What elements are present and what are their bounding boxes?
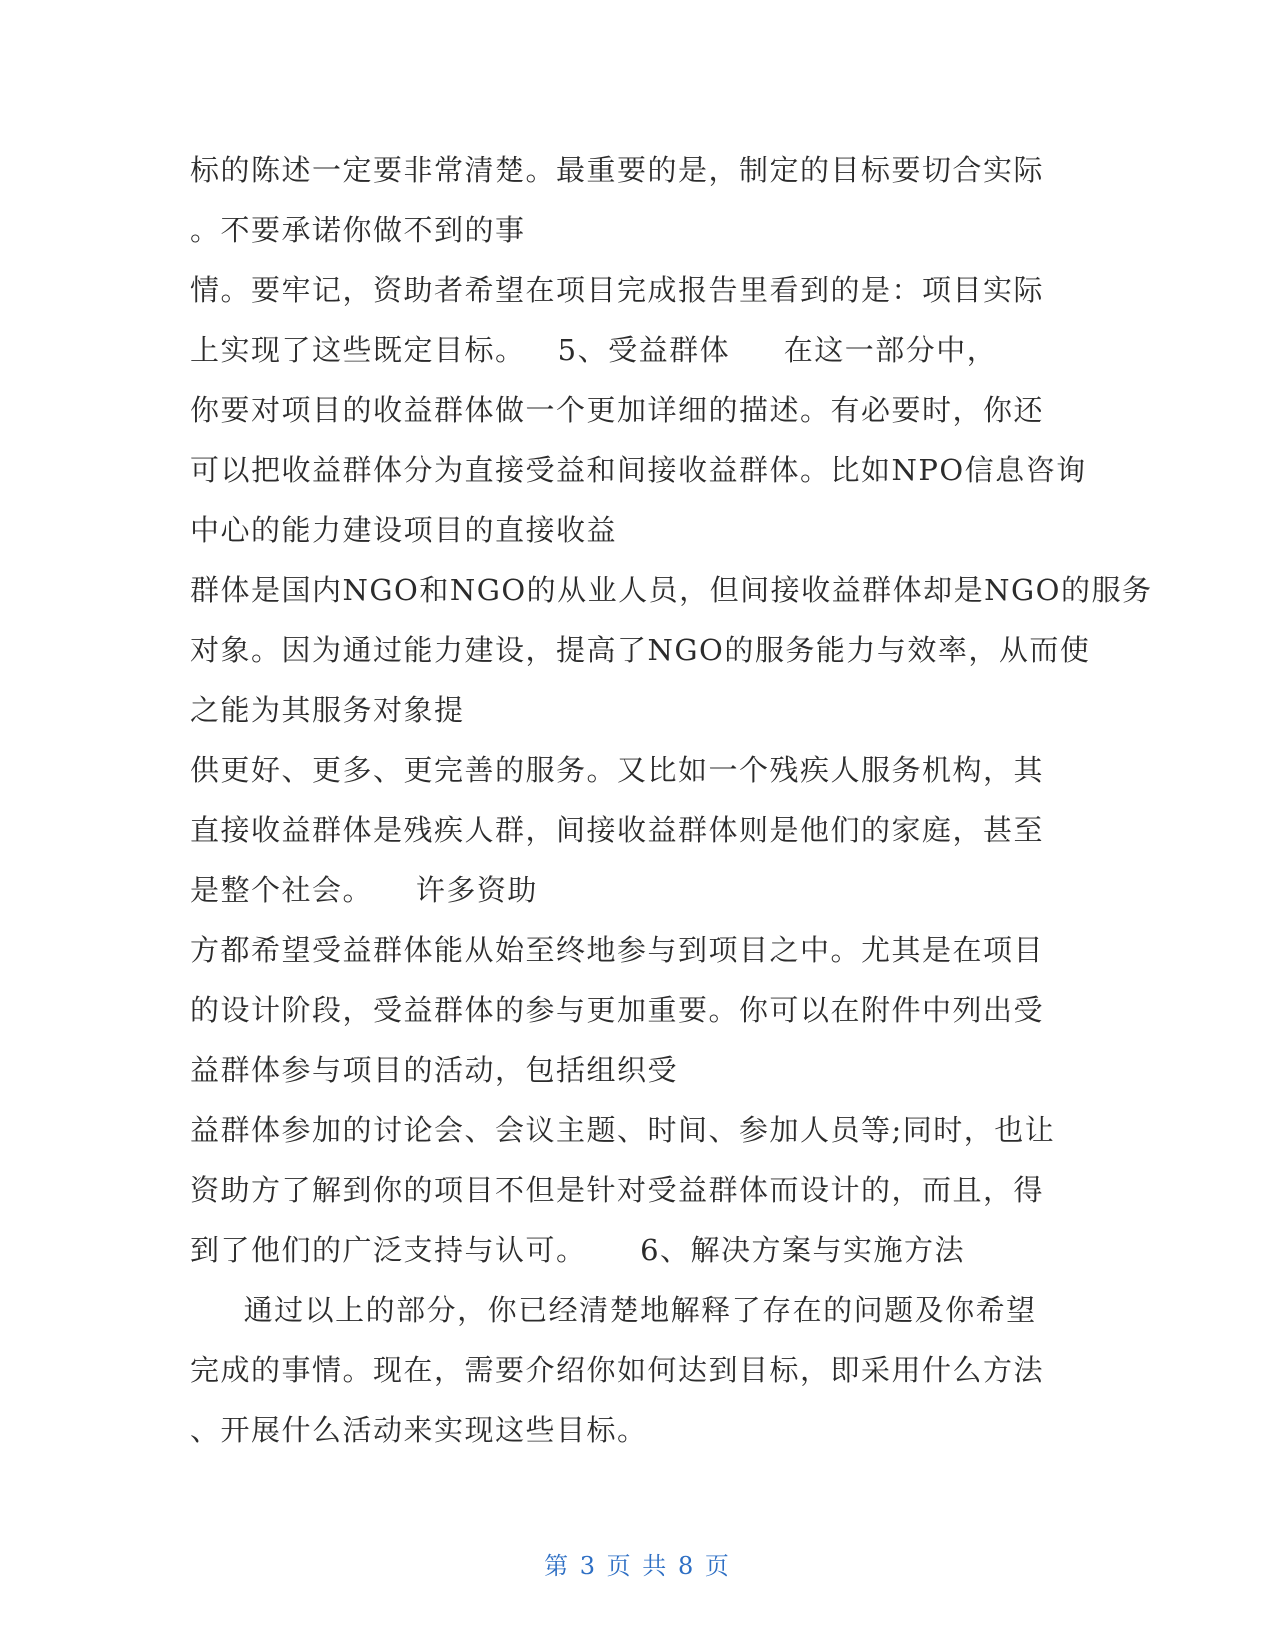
text-line: 完成的事情。现在，需要介绍你如何达到目标，即采用什么方法: [190, 1353, 1045, 1387]
text-line: 通过以上的部分，你已经清楚地解释了存在的问题及你希望: [190, 1293, 1037, 1327]
text-line: 益群体参加的讨论会、会议主题、时间、参加人员等;同时，也让: [190, 1113, 1056, 1147]
text-line: 你要对项目的收益群体做一个更加详细的描述。有必要时，你还: [190, 393, 1045, 427]
text-line: 标的陈述一定要非常清楚。最重要的是，制定的目标要切合实际: [190, 153, 1045, 187]
text-line: 益群体参与项目的活动，包括组织受: [190, 1053, 679, 1087]
text-line: 群体是国内NGO和NGO的从业人员，但间接收益群体却是NGO的服务: [190, 573, 1153, 607]
text-line: 的设计阶段，受益群体的参与更加重要。你可以在附件中列出受: [190, 993, 1045, 1027]
text-line: 、开展什么活动来实现这些目标。: [190, 1413, 648, 1447]
text-line: 中心的能力建设项目的直接收益: [190, 513, 618, 547]
text-line: 是整个社会。 许多资助: [190, 873, 538, 907]
page-number-footer: 第 3 页 共 8 页: [544, 1552, 731, 1580]
text-line: 之能为其服务对象提: [190, 693, 465, 727]
text-line: 方都希望受益群体能从始至终地参与到项目之中。尤其是在项目: [190, 933, 1045, 967]
text-line: 对象。因为通过能力建设，提高了NGO的服务能力与效率，从而使: [190, 633, 1091, 667]
body-text: [190, 140, 1153, 1460]
text-line: 上实现了这些既定目标。 5、受益群体 在这一部分中，: [190, 333, 998, 367]
text-line: 情。要牢记，资助者希望在项目完成报告里看到的是：项目实际: [190, 273, 1045, 307]
text-line: 供更好、更多、更完善的服务。又比如一个残疾人服务机构，其: [190, 753, 1045, 787]
text-line: 资助方了解到你的项目不但是针对受益群体而设计的，而且，得: [190, 1173, 1045, 1207]
text-line: 。不要承诺你做不到的事: [190, 213, 526, 247]
text-line: 到了他们的广泛支持与认可。 6、解决方案与实施方法: [190, 1233, 966, 1267]
text-line: 可以把收益群体分为直接受益和间接收益群体。比如NPO信息咨询: [190, 453, 1087, 487]
text-line: 直接收益群体是残疾人群，间接收益群体则是他们的家庭，甚至: [190, 813, 1045, 847]
